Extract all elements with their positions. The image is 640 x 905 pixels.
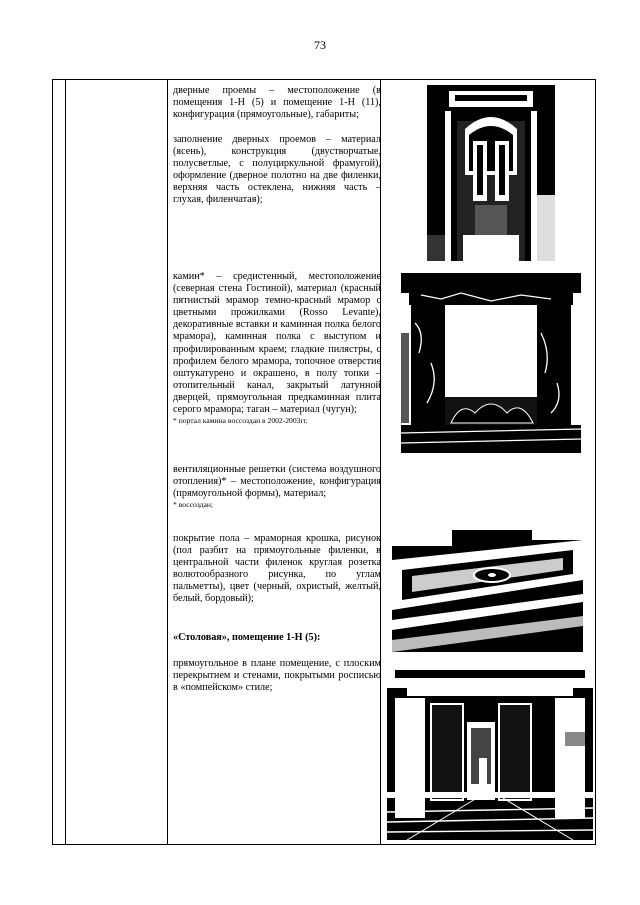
photo-doorway bbox=[427, 85, 555, 261]
photo-floor bbox=[392, 530, 583, 652]
photo-dining-room bbox=[387, 662, 593, 840]
entry-vent-grilles-text: вентиляционные решетки (система воздушного отопления)* – местоположение, конфигурация (прямоугольной формы), материал; bbox=[173, 464, 381, 500]
entry-vent-grilles bbox=[173, 464, 381, 510]
entry-door-fillings: заполнение дверных проемов – материал (ясень), конструкция (двустворчатые, полусветлые, с полуциркульной фрамугой), оформление (дверное полотно на две филенки, верхняя часть остеклена, нижняя часть – глухая, филенчатая); bbox=[173, 134, 381, 206]
entry-door-openings: дверные проемы – местоположение (в помещения 1-Н (5) и помещение 1-Н (11), конфигурация (прямоугольные), габариты; bbox=[173, 85, 381, 121]
entry-fireplace-footnote: * портал камина воссоздан в 2002-2003гг. bbox=[173, 416, 308, 426]
section-heading-text: «Столовая», помещение 1-Н (5): bbox=[173, 632, 321, 643]
photo-fireplace bbox=[401, 273, 581, 453]
column-divider bbox=[167, 80, 168, 844]
entry-dining-room: прямоугольное в плане помещение, с плоским перекрытием и стенами, покрытыми росписью в «помпейском» стиле; bbox=[173, 658, 381, 694]
section-heading-dining bbox=[173, 632, 381, 644]
column-divider bbox=[65, 80, 66, 844]
entry-vent-grilles-footnote: * воссоздан; bbox=[173, 500, 214, 510]
entry-fireplace bbox=[173, 271, 381, 426]
page-number: 73 bbox=[314, 38, 326, 52]
entry-fireplace-text: камин* – средистенный, местоположение (северная стена Гостиной), материал (красный пятнистый мрамор темно-красный мрамор с цветными прожилками (Rosso Levante), декоративные вставки и каминная полка белого мрамора), каминная полка с выступом и профилированным краем; гладкие пилястры, с профилем белого мрамора, топочное отверстие оштукатурено и окрашено, в полу топки – отопительный канал, закрытый латунной дверцей, прямоугольная предкаминная плита серого мрамора; таган – материал (чугун); bbox=[173, 271, 381, 416]
entry-floor: покрытие пола – мраморная крошка, рисунок (пол разбит на прямоугольные филенки, в центральной части филенок круглая розетка волютообразного рисунка, по углам пальметты), цвет (черный, охристый, желтый, белый, бордовый); bbox=[173, 533, 381, 605]
